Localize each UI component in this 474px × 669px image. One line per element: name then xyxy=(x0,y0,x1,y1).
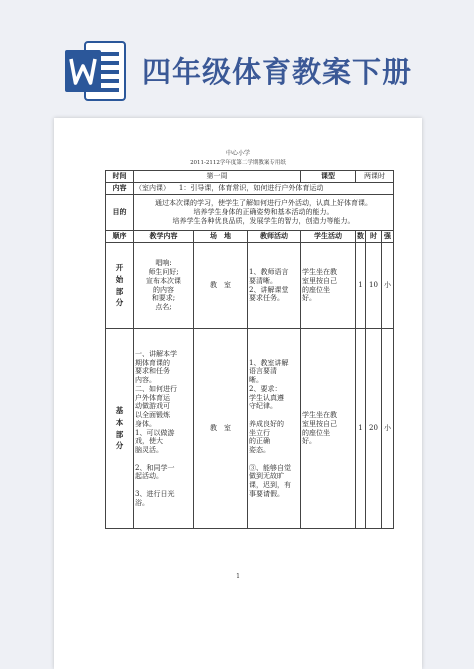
section-start-row xyxy=(106,243,394,329)
section-start-time: 10 xyxy=(366,243,382,329)
goal-line: 培养学生身体的正确姿势和基本活动的能力。 xyxy=(193,208,334,217)
lesson-type-label: 课型 xyxy=(301,171,356,183)
banner xyxy=(0,0,474,118)
section-main-intensity: 小 xyxy=(382,329,394,529)
goal-row xyxy=(106,195,394,231)
header-time: 时 xyxy=(366,231,382,243)
goal-label: 目的 xyxy=(106,195,134,231)
goal-line: 通过本次课的学习，使学生了解如何进行户外活动，认真上好体育课。 xyxy=(155,199,372,208)
lesson-type-value: 两课时 xyxy=(356,171,394,183)
section-start-venue: 教 室 xyxy=(194,243,248,329)
goal-line: 培养学生各种优良品质，发展学生的智力，创造力等能力。 xyxy=(172,216,355,225)
section-start-student: 学生坐在教 室里按自己 的座位坐 好。 xyxy=(301,243,356,329)
lesson-plan-table xyxy=(105,170,394,529)
banner-title: 四年级体育教案下册 xyxy=(142,55,413,89)
section-main-row xyxy=(106,329,394,529)
section-start-name: 开 始 部 分 xyxy=(106,243,134,329)
section-main-time: 20 xyxy=(366,329,382,529)
header-student: 学生活动 xyxy=(301,231,356,243)
section-start-count: 1 xyxy=(356,243,366,329)
goal-text xyxy=(134,195,394,231)
header-content: 教学内容 xyxy=(134,231,194,243)
time-row xyxy=(106,171,394,183)
section-main-venue: 教 室 xyxy=(194,329,248,529)
school-name: 中心小学 xyxy=(225,150,250,157)
section-start-intensity: 小 xyxy=(382,243,394,329)
header-order: 顺序 xyxy=(106,231,134,243)
section-main-student: 学生坐在教 室里按自己 的座位坐 好。 xyxy=(301,329,356,529)
section-main-teacher: 1、教室讲解 语言要清 晰。 2、要求： 学生认真遵 守纪律。 养成良好的 坐立行 的正确 姿态。 ③、能够自觉 做到无故旷 课，迟到，有 事要请假。 xyxy=(248,329,301,529)
time-label: 时间 xyxy=(106,171,134,183)
document-subtitle: 2011-2112学年度第二学期教案专用纸 xyxy=(190,160,286,166)
content-value: （室内课） 1：引导课，体育常识，如何进行户外体育运动 xyxy=(134,183,394,195)
header-count: 数 xyxy=(356,231,366,243)
section-main-count: 1 xyxy=(356,329,366,529)
header-venue: 场 地 xyxy=(194,231,248,243)
header-teacher: 教师活动 xyxy=(248,231,301,243)
time-value: 第一周 xyxy=(134,171,301,183)
content-row xyxy=(106,183,394,195)
section-main-content: 一、讲解本学 期体育课的 要求和任务 内容。 二、如何进行 户外体育运 动做游戏可 以全面锻炼 身体。 1、可以做游 戏，使大 脑灵活。 2、和同学一 起活动。 3、进行日光 浴。 xyxy=(134,329,194,529)
page-number: 1 xyxy=(236,573,240,580)
content-label: 内容 xyxy=(106,183,134,195)
section-start-teacher: 1、教师语言 要清晰。 2、讲解课堂 要求任务。 xyxy=(248,243,301,329)
header-intensity: 强 xyxy=(382,231,394,243)
document-page xyxy=(54,118,422,669)
section-start-content: 唱响: 师生问好; 宣布本次课 的内容 和要求; 点名; xyxy=(134,243,194,329)
word-document-icon xyxy=(63,40,127,102)
column-header-row xyxy=(106,231,394,243)
section-main-name: 基 本 部 分 xyxy=(106,329,134,529)
